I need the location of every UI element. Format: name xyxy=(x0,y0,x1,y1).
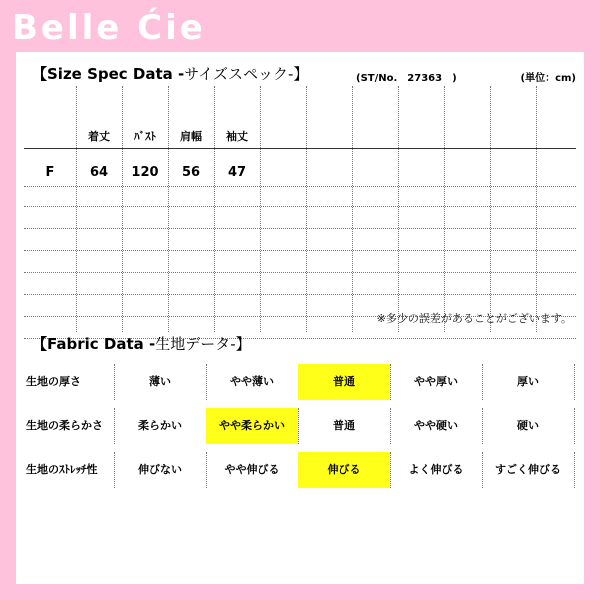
fabric-option: やや硬い xyxy=(414,419,458,432)
brand-logo: Belle Ćie xyxy=(12,8,206,48)
grid-hline xyxy=(24,228,576,229)
fabric-option: 伸びない xyxy=(138,463,182,476)
header-divider xyxy=(24,148,576,149)
grid-hline xyxy=(24,272,576,273)
fabric-option-selected: やや柔らかい xyxy=(206,408,298,444)
size-table xyxy=(24,86,576,332)
fabric-option: すごく伸びる xyxy=(495,463,561,476)
grid-vline xyxy=(490,86,491,332)
fabric-data-title xyxy=(32,333,251,354)
cell-length: 64 xyxy=(89,165,109,180)
fabric-row-label: 生地のｽﾄﾚｯﾁ性 xyxy=(26,463,98,476)
fabric-option-selected: 伸びる xyxy=(298,452,390,488)
grid-vline xyxy=(352,86,353,332)
grid-vline xyxy=(444,86,445,332)
size-spec-title xyxy=(32,63,308,84)
col-header-bust: ﾊﾞｽﾄ xyxy=(134,130,156,143)
grid-hline xyxy=(24,206,576,207)
fabric-title-en: 【Fabric Data - xyxy=(32,335,156,353)
grid-vline xyxy=(398,86,399,332)
col-header-sleeve: 袖丈 xyxy=(226,130,248,143)
fabric-row-label: 生地の柔らかさ xyxy=(26,419,103,432)
grid-vline xyxy=(76,86,77,332)
fabric-option: 薄い xyxy=(149,375,171,388)
style-number: (ST/No. 27363 ) xyxy=(356,73,457,84)
tolerance-note: ※多少の誤差があることがございます。 xyxy=(376,312,572,325)
col-header-length: 着丈 xyxy=(88,130,110,143)
grid-hline xyxy=(24,294,576,295)
fabric-separator xyxy=(574,408,575,444)
fabric-option: やや薄い xyxy=(230,375,274,388)
grid-vline xyxy=(214,86,215,332)
fabric-row-thickness xyxy=(16,364,584,400)
fabric-separator xyxy=(574,364,575,400)
fabric-option: 硬い xyxy=(517,419,539,432)
fabric-row-stretch xyxy=(16,452,584,488)
fabric-row-softness xyxy=(16,408,584,444)
fabric-separator xyxy=(574,452,575,488)
grid-vline xyxy=(260,86,261,332)
fabric-option: やや厚い xyxy=(414,375,458,388)
fabric-row-label: 生地の厚さ xyxy=(26,375,81,388)
fabric-option: よく伸びる xyxy=(408,463,464,476)
grid-hline xyxy=(24,250,576,251)
fabric-title-jp: 生地データ-】 xyxy=(155,335,251,353)
fabric-option-selected: 普通 xyxy=(298,364,390,400)
size-spec-title-jp: サイズスペック-】 xyxy=(184,65,309,83)
cell-shoulder: 56 xyxy=(181,165,201,180)
grid-vline xyxy=(306,86,307,332)
cell-bust: 120 xyxy=(131,165,159,180)
grid-vline xyxy=(122,86,123,332)
fabric-option: 柔らかい xyxy=(138,419,182,432)
spec-panel xyxy=(16,52,584,584)
cell-sleeve: 47 xyxy=(227,165,247,180)
unit-label: (単位：cm) xyxy=(520,73,576,84)
fabric-option: やや伸びる xyxy=(224,463,280,476)
row-label-size: F xyxy=(45,165,55,180)
col-header-shoulder: 肩幅 xyxy=(180,130,202,143)
grid-vline xyxy=(536,86,537,332)
grid-vline xyxy=(168,86,169,332)
grid-hline xyxy=(24,186,576,187)
fabric-option: 普通 xyxy=(333,419,355,432)
fabric-option: 厚い xyxy=(517,375,539,388)
size-spec-title-en: 【Size Spec Data - xyxy=(32,65,185,83)
